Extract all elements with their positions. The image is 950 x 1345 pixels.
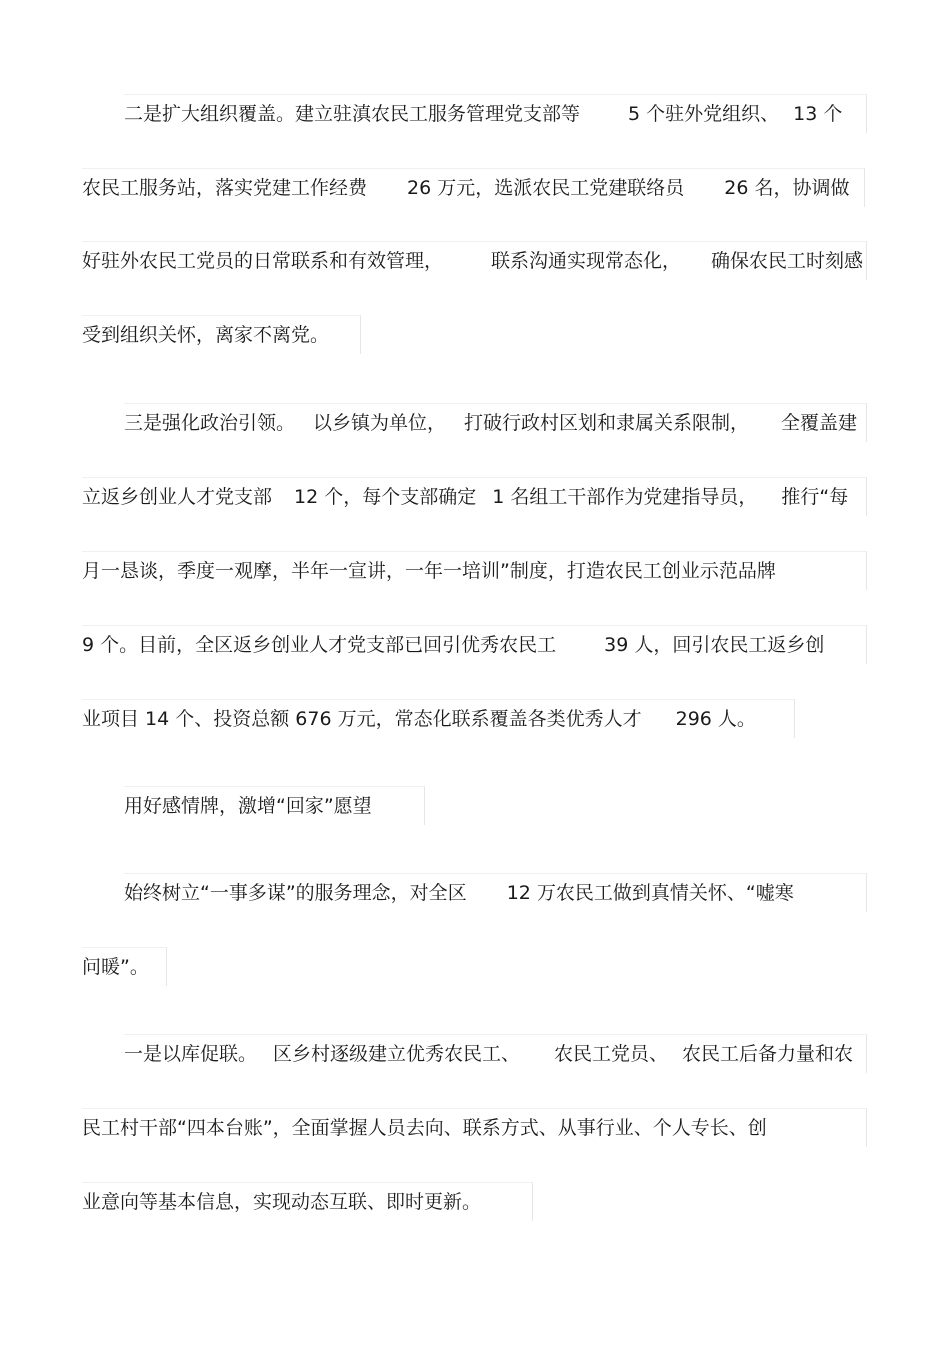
text-segment: 打破行政村区划和隶属关系限制， bbox=[464, 412, 750, 434]
text-line bbox=[82, 1108, 867, 1147]
text-segment: 12 个，每个支部确定 bbox=[294, 486, 477, 508]
text-segment: 13 个 bbox=[793, 103, 843, 125]
text-segment: 联系沟通实现常态化， bbox=[491, 250, 682, 272]
text-segment: 三是强化政治引领。 bbox=[124, 412, 296, 434]
text-line bbox=[82, 1182, 533, 1221]
text-segment: 296 人。 bbox=[675, 708, 756, 730]
section-heading bbox=[124, 786, 425, 825]
text-segment: 业项目 14 个、投资总额 676 万元，常态化联系覆盖各类优秀人才 bbox=[82, 708, 642, 730]
text-segment: 26 名，协调做 bbox=[724, 177, 850, 199]
text-segment: 立返乡创业人才党支部 bbox=[82, 486, 273, 508]
text-line bbox=[82, 699, 795, 738]
text-line bbox=[82, 625, 867, 664]
text-segment: 5 个驻外党组织、 bbox=[628, 103, 780, 125]
text-segment: 始终树立“一事多谋”的服务理念，对全区 bbox=[124, 882, 467, 904]
text-segment: 月一恳谈，季度一观摩，半年一宣讲，一年一培训”制度，打造农民工创业示范品牌 bbox=[82, 560, 776, 582]
text-segment: 以乡镇为单位， bbox=[313, 412, 447, 434]
text-segment: 推行“每 bbox=[781, 486, 849, 508]
text-line bbox=[124, 873, 867, 912]
text-segment: 26 万元，选派农民工党建联络员 bbox=[407, 177, 685, 199]
text-segment: 39 人，回引农民工返乡创 bbox=[604, 634, 825, 656]
text-line bbox=[82, 477, 867, 516]
text-segment: 业意向等基本信息，实现动态互联、即时更新。 bbox=[82, 1191, 482, 1213]
text-segment: 12 万农民工做到真情关怀、“嘘寒 bbox=[506, 882, 794, 904]
text-line bbox=[82, 947, 167, 986]
text-line bbox=[82, 168, 865, 207]
text-segment: 二是扩大组织覆盖。建立驻滇农民工服务管理党支部等 bbox=[124, 103, 581, 125]
text-line bbox=[124, 403, 867, 442]
text-segment: 确保农民工时刻感 bbox=[711, 250, 864, 272]
text-segment: 1 名组工干部作为党建指导员， bbox=[492, 486, 758, 508]
text-segment: 9 个。目前，全区返乡创业人才党支部已回引优秀农民工 bbox=[82, 634, 557, 656]
text-line bbox=[82, 241, 867, 280]
text-segment: 全覆盖建 bbox=[781, 412, 858, 434]
text-line bbox=[124, 1034, 867, 1073]
text-line bbox=[82, 551, 867, 590]
text-segment: 农民工服务站，落实党建工作经费 bbox=[82, 177, 368, 199]
text-segment: 区乡村逐级建立优秀农民工、 bbox=[273, 1043, 521, 1065]
text-line bbox=[124, 94, 867, 133]
text-segment: 一是以库促联。 bbox=[124, 1043, 258, 1065]
text-segment: 农民工党员、 bbox=[554, 1043, 669, 1065]
text-segment: 农民工后备力量和农 bbox=[682, 1043, 854, 1065]
text-segment: 受到组织关怀，离家不离党。 bbox=[82, 324, 330, 346]
text-segment: 用好感情牌，激增“回家”愿望 bbox=[124, 795, 372, 817]
text-line bbox=[82, 315, 361, 354]
text-segment: 问暖”。 bbox=[82, 956, 149, 978]
text-segment: 民工村干部“四本台账”，全面掌握人员去向、联系方式、从事行业、个人专长、创 bbox=[82, 1117, 767, 1139]
text-segment: 好驻外农民工党员的日常联系和有效管理， bbox=[82, 250, 444, 272]
